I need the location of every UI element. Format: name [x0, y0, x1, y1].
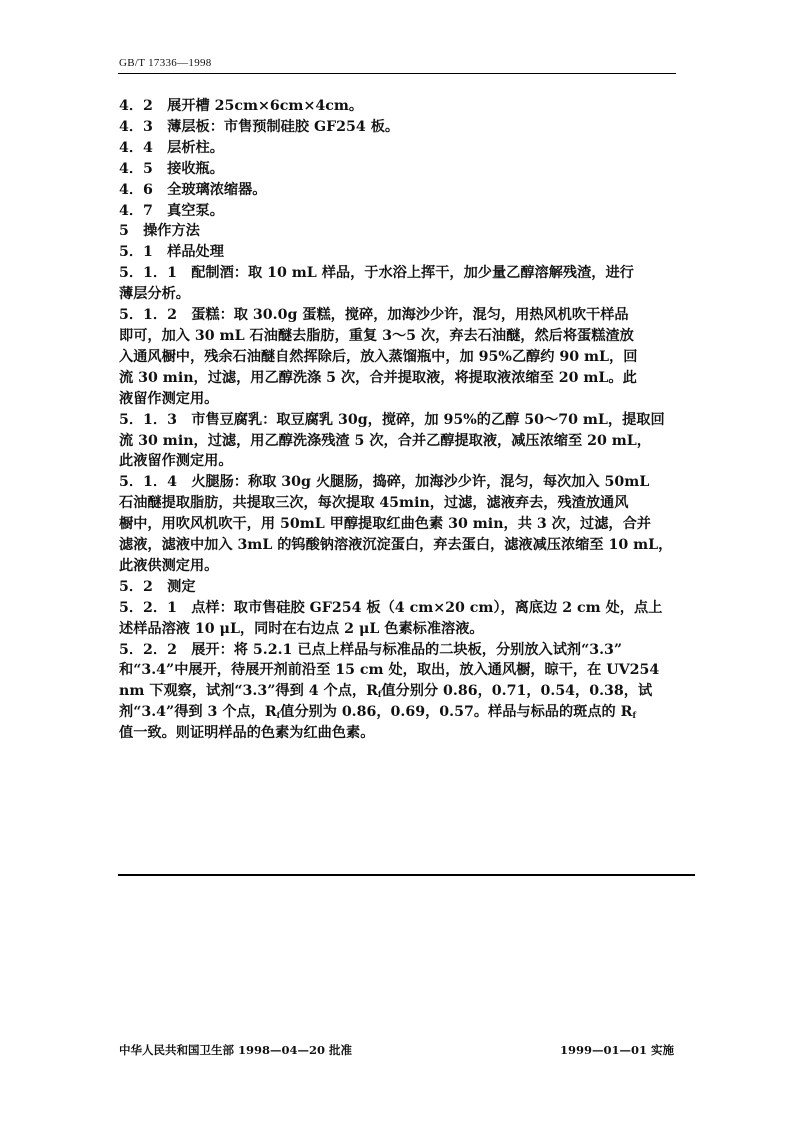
- section-5-heading: [119, 221, 675, 242]
- header-divider: [118, 73, 676, 74]
- paragraph-text: 值分别为 0.86，0.69，0.57。样品与标品的斑点的 R: [280, 704, 633, 721]
- paragraph-line: [119, 702, 675, 723]
- paragraph-5-2-1: [119, 598, 675, 640]
- section-number: 5．2: [119, 578, 153, 595]
- paragraph-line: [119, 598, 675, 619]
- standard-code: GB/T 17336—1998: [119, 57, 212, 69]
- paragraph-line: 值一致。则证明样品的色素为红曲色素。: [119, 725, 375, 742]
- paragraph-line: 液留作测定用。: [119, 390, 219, 407]
- section-number: 5．1: [119, 244, 153, 261]
- paragraph-line: [119, 410, 675, 431]
- item-number: 4．7: [119, 202, 153, 219]
- rf-subscript: f: [632, 710, 636, 721]
- paragraph-line: 述样品溶液 10 μL，同时在右边点 2 μL 色素标准溶液。: [119, 620, 484, 637]
- paragraph-number: 5．1．4: [119, 474, 177, 491]
- paragraph-line: [119, 681, 675, 702]
- item-number: 4．2: [119, 98, 153, 114]
- item-text: 真空泵。: [167, 202, 224, 219]
- item-4-2: [119, 96, 675, 117]
- item-4-5: [119, 159, 675, 180]
- paragraph-line: 此液供测定用。: [119, 557, 219, 574]
- section-title: 操作方法: [143, 223, 200, 240]
- paragraph-text: 配制酒：取 10 mL 样品，于水浴上挥干，加少量乙醇溶解残渣，进行: [191, 265, 634, 282]
- rf-subscript: f: [377, 689, 382, 700]
- document-body: [119, 96, 675, 744]
- section-title: 测定: [167, 578, 196, 595]
- paragraph-line: 薄层分析。: [119, 286, 190, 303]
- paragraph-line: 流 30 min，过滤，用乙醇洗涤残渣 5 次，合并乙醇提取液，减压浓缩至 20 mL，: [119, 432, 651, 449]
- paragraph-number: 5．2．2: [119, 641, 177, 658]
- paragraph-line: 橱中，用吹风机吹干，用 50mL 甲醇提取红曲色素 30 min，共 3 次，过滤，合并: [119, 516, 651, 533]
- paragraph-line: 流 30 min，过滤，用乙醇洗涤 5 次，合并提取液，将提取液浓缩至 20 mL。此: [119, 369, 637, 386]
- item-text: 接收瓶。: [167, 160, 224, 177]
- paragraph-5-1-1: [119, 263, 675, 305]
- paragraph-number: 5．1．1: [119, 265, 177, 282]
- paragraph-5-1-4: [119, 472, 675, 577]
- paragraph-number: 5．1．2: [119, 307, 177, 324]
- section-5-2-heading: [119, 577, 675, 598]
- approval-note: 中华人民共和国卫生部 1998—04—20 批准: [119, 1043, 353, 1057]
- paragraph-line: [119, 305, 675, 326]
- paragraph-5-1-3: [119, 410, 675, 473]
- paragraph-text: nm 下观察，试剂“3.3”得到 4 个点，R: [119, 683, 378, 700]
- rf-subscript: f: [276, 710, 281, 721]
- paragraph-text: 展开：将 5.2.1 已点上样品与标准品的二块板，分别放入试剂“3.3”: [191, 641, 623, 658]
- item-number: 4．3: [119, 118, 153, 135]
- paragraph-text: 火腿肠：称取 30g 火腿肠，捣碎，加海沙少许，混匀，每次加入 50mL: [191, 474, 650, 491]
- item-4-6: [119, 180, 675, 201]
- paragraph-line: 入通风橱中，残余石油醚自然挥除后，放入蒸馏瓶中，加 95%乙醇约 90 mL，回: [119, 348, 638, 365]
- item-4-7: [119, 201, 675, 222]
- item-number: 4．4: [119, 139, 153, 156]
- paragraph-line: 和“3.4”中展开，待展开剂前沿至 15 cm 处，取出，放入通风橱，晾干，在 UV254: [119, 662, 660, 679]
- paragraph-line: 石油醚提取脂肪，共提取三次，每次提取 45min，过滤，滤液弃去，残渣放通风: [119, 495, 629, 512]
- paragraph-5-2-2: [119, 640, 675, 745]
- paragraph-5-1-2: [119, 305, 675, 410]
- effective-date: 1999—01—01 实施: [559, 1043, 674, 1057]
- item-text: 层析柱。: [167, 139, 224, 156]
- item-text: 全玻璃浓缩器。: [167, 181, 267, 198]
- paragraph-text: 值分别分 0.86，0.71，0.54，0.38，试: [381, 683, 653, 700]
- paragraph-line: [119, 263, 675, 284]
- paragraph-text: 蛋糕：取 30.0g 蛋糕，搅碎，加海沙少许，混匀，用热风机吹干样品: [191, 307, 629, 324]
- paragraph-text: 点样：取市售硅胶 GF254 板（4 cm×20 cm），离底边 2 cm 处，点上: [191, 599, 663, 616]
- paragraph-line: [119, 472, 675, 493]
- paragraph-text: 市售豆腐乳：取豆腐乳 30g，搅碎，加 95%的乙醇 50～70 mL，提取回: [191, 411, 665, 428]
- item-4-3: [119, 117, 675, 138]
- item-number: 4．6: [119, 181, 153, 198]
- paragraph-line: [119, 640, 675, 661]
- section-title: 样品处理: [167, 244, 224, 261]
- section-number: 5: [119, 223, 129, 240]
- paragraph-number: 5．1．3: [119, 411, 177, 428]
- item-text: 展开槽 25cm×6cm×4cm。: [167, 98, 364, 114]
- item-number: 4．5: [119, 160, 153, 177]
- end-divider: [118, 874, 695, 876]
- item-4-4: [119, 138, 675, 159]
- item-text: 薄层板：市售预制硅胶 GF254 板。: [167, 118, 400, 135]
- paragraph-line: 即可，加入 30 mL 石油醚去脂肪，重复 3～5 次，弃去石油醚，然后将蛋糕渣放: [119, 327, 634, 344]
- paragraph-line: 此液留作测定用。: [119, 453, 233, 470]
- paragraph-line: 滤液，滤液中加入 3mL 的钨酸钠溶液沉淀蛋白，弃去蛋白，滤液减压浓缩至 10 mL，: [119, 537, 673, 554]
- paragraph-number: 5．2．1: [119, 599, 177, 616]
- section-5-1-heading: [119, 242, 675, 263]
- paragraph-text: 剂“3.4”得到 3 个点，R: [119, 704, 277, 721]
